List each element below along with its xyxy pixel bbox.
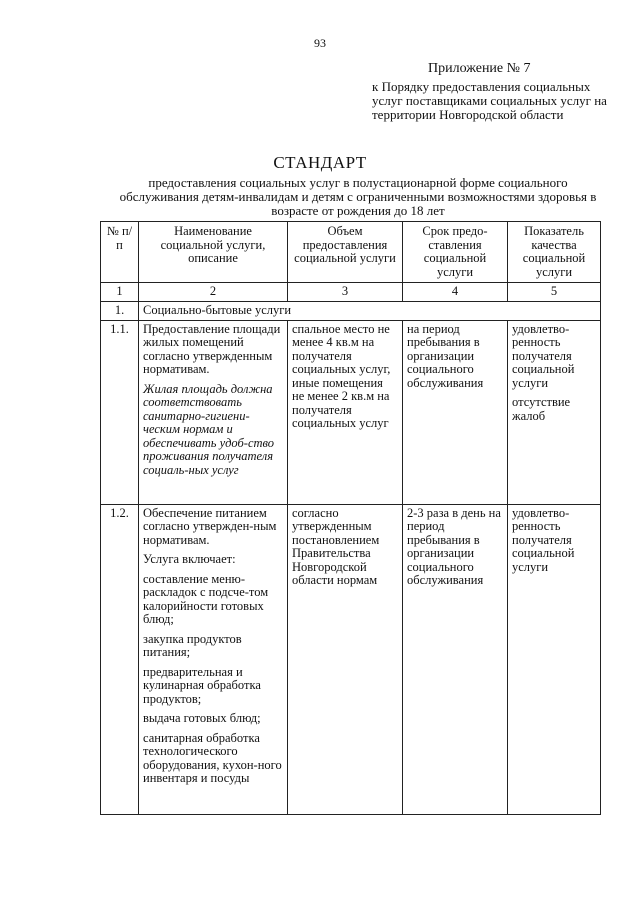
description-text: санитарная обработка технологического оборудования, кухон-ного инвентаря и посуды	[143, 730, 282, 785]
header-term: Срок предо-ставления социальной услуги	[403, 222, 508, 283]
row-volume: спальное место не менее 4 кв.м на получателя социальных услуг, иные помещения не менее 2 кв.м на получателя социальных услуг	[288, 320, 403, 504]
column-number: 4	[403, 283, 508, 302]
description-text: Предоставление площади жилых помещений согласно утвержденным нормативам.	[143, 321, 281, 376]
appendix-subtitle: к Порядку предоставления социальных услуг поставщиками социальных услуг на территории Новгородской области	[372, 79, 607, 122]
row-quality	[508, 320, 601, 504]
quality-text: удовлетво-ренность получателя социальной услуги	[512, 505, 575, 574]
header-quality: Показатель качества социальной услуги	[508, 222, 601, 283]
header-volume: Объем предоставления социальной услуги	[288, 222, 403, 283]
quality-text: удовлетво-ренность получателя социальной услуги	[512, 321, 575, 390]
description-text: закупка продуктов питания;	[143, 631, 242, 659]
description-text: Услуга включает:	[143, 552, 236, 566]
description-text: Обеспечение питанием согласно утвержден-ным нормативам.	[143, 505, 277, 547]
page-number: 93	[314, 36, 326, 50]
document-title: СТАНДАРТ	[273, 153, 367, 172]
quality-text: отсутствие жалоб	[512, 395, 571, 423]
standard-table	[100, 221, 601, 815]
column-number-row	[101, 283, 601, 302]
row-number: 1.1.	[101, 320, 139, 504]
description-text: выдача готовых блюд;	[143, 711, 261, 725]
appendix-title: Приложение № 7	[428, 61, 531, 76]
header-service-name: Наименование социальной услуги, описание	[139, 222, 288, 283]
row-number: 1.2.	[101, 504, 139, 814]
row-description	[139, 504, 288, 814]
row-quality	[508, 504, 601, 814]
header-number: № п/п	[101, 222, 139, 283]
row-volume: согласно утвержденным постановлением Правительства Новгородской области нормам	[288, 504, 403, 814]
table-row	[101, 504, 601, 814]
row-term: 2-3 раза в день на период пребывания в организации социального обслуживания	[403, 504, 508, 814]
table-header-row	[101, 222, 601, 283]
row-description	[139, 320, 288, 504]
column-number: 5	[508, 283, 601, 302]
column-number: 2	[139, 283, 288, 302]
section-number: 1.	[101, 302, 139, 321]
document-subtitle: предоставления социальных услуг в полустационарной форме социального обслуживания детям-инвалидам и детям с ограниченными возможностями здоровья в возрасте от рождения до 18 лет	[119, 175, 597, 218]
table-row	[101, 320, 601, 504]
section-title: Социально-бытовые услуги	[139, 302, 601, 321]
row-term: на период пребывания в организации социального обслуживания	[403, 320, 508, 504]
column-number: 3	[288, 283, 403, 302]
section-row	[101, 302, 601, 321]
description-text: Жилая площадь должна соответствовать санитарно-гигиени-ческим нормам и обеспечивать удоб-ство проживания получателя социаль-ных услуг	[143, 381, 275, 477]
description-text: составление меню-раскладок с подсче-том калорийности готовых блюд;	[143, 571, 269, 626]
description-text: предварительная и кулинарная обработка продуктов;	[143, 664, 261, 706]
column-number: 1	[101, 283, 139, 302]
